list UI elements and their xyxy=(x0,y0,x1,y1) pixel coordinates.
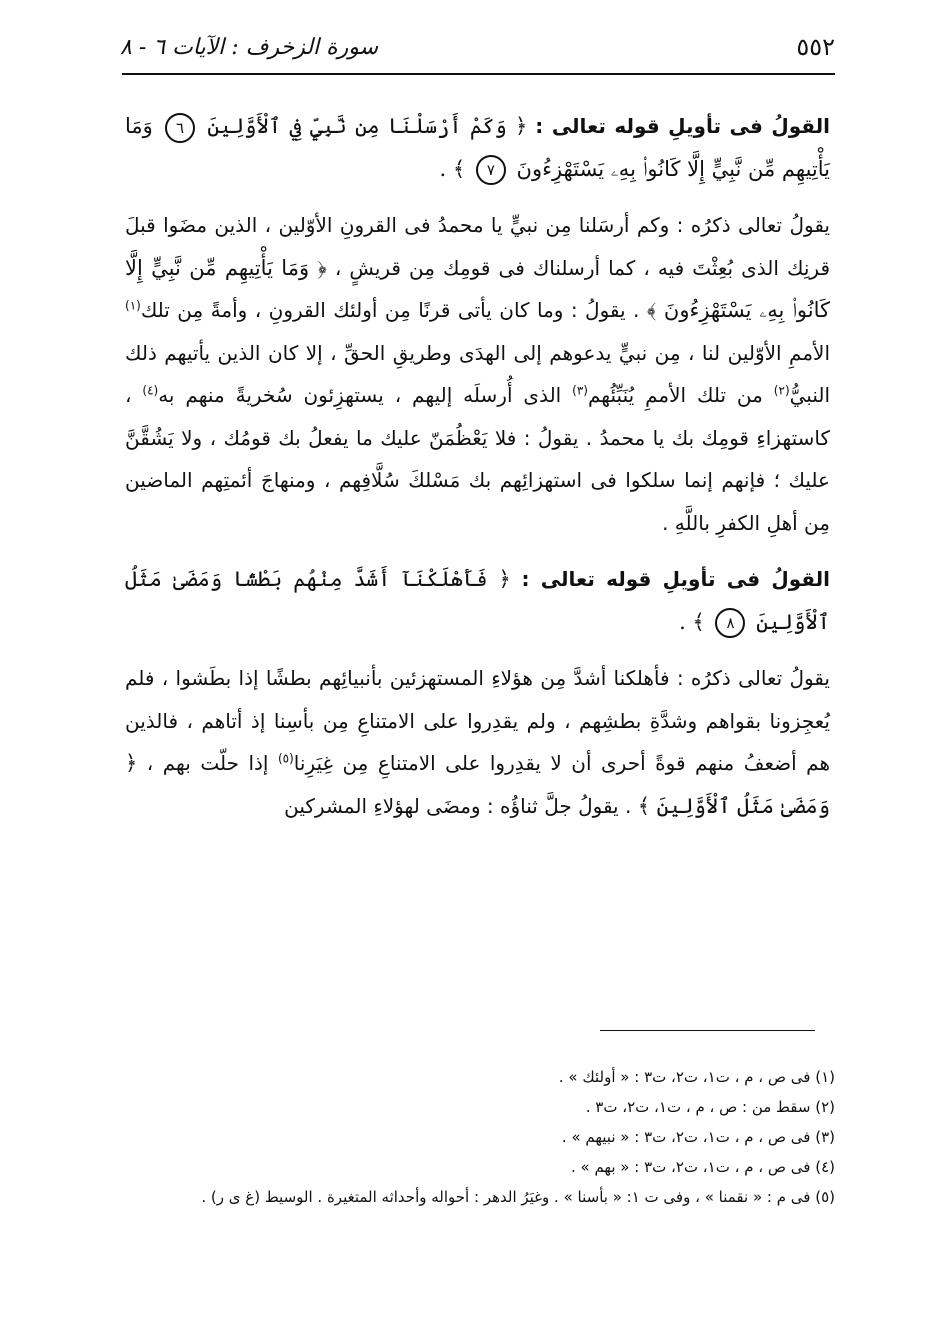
verse-text: ﴾ . xyxy=(439,156,472,181)
verse-text: ﴾ . xyxy=(679,609,712,634)
commentary-text: ، كاستهزاءِ قومِك بك يا محمدُ . يقولُ : فلا يَعْظُمَنّ عليك ما يفعلُ بك قومُك ، ولا يَشُقَّنَّ عليك ؛ فإنهم إنما سلكوا فى استهزائِهم بك مَسْلكَ سُلَّافِهم ، ومنهاجَ أئمتِهم الماضين مِن أهلِ الكفرِ باللَّهِ . xyxy=(125,383,830,535)
section-heading-verse-8 xyxy=(125,558,830,643)
commentary-text: . يقولُ جلَّ ثناؤُه : ومضَى لهؤلاءِ المشركين xyxy=(284,793,638,818)
verse-text: وَمَا يَأْتِيهِم مِّن نَّبِيٍّ إِلَّا كَانُوا۟ بِهِۦ يَسْتَهْزِءُونَ xyxy=(125,114,830,181)
verse-text: ﴿ وَكَمْ أَرْسَلْنَا مِن نَّبِيٍّ فِي ٱلْأَوَّلِينَ xyxy=(199,114,528,138)
footnotes xyxy=(120,1062,835,1212)
section-heading-label: القولُ فى تأويلِ قوله تعالى : xyxy=(535,114,831,138)
quran-quote: ﴿ وَمَضَىٰ مَثَلُ ٱلْأَوَّلِينَ ﴾ xyxy=(125,751,830,818)
page-number: ٥٥٢ xyxy=(796,33,835,61)
commentary-paragraph xyxy=(125,204,830,544)
running-title: سورة الزخرف : الآيات ٦ - ٨ xyxy=(120,34,379,60)
verse-number-marker: ٨ xyxy=(715,608,745,638)
footnote-ref[interactable]: (٢) xyxy=(773,383,790,398)
footnote-rule xyxy=(600,1030,815,1031)
commentary-text: يقولُ تعالى ذكرُه : وكم أرسَلنا مِن نبيٍّ يا محمدُ فى القرونِ الأوّلين ، الذين مضَوا قبلَ قرنِك الذى بُعِثْتَ فيه ، كما أرسلناك فى قومِك مِن قريشٍ ، xyxy=(125,213,831,280)
commentary-text: الذى أُرسلَه إليهم ، يستهزِئون سُخريةً منهم به xyxy=(158,383,573,407)
header-rule xyxy=(122,73,835,75)
footnote-ref[interactable]: (٥) xyxy=(277,751,294,766)
section-heading-verses-6-7 xyxy=(125,105,830,190)
commentary-paragraph xyxy=(125,657,830,827)
verse-text: ﴿ فَأَهْلَكْنَآ أَشَدَّ مِنْهُم بَطْشًا وَمَضَىٰ مَثَلُ ٱلْأَوَّلِينَ xyxy=(125,567,830,634)
footnote-ref[interactable]: (٤) xyxy=(142,383,159,398)
footnote-1: (١) فى ص ، م ، ت١، ت٢، ت٣ : « أولئك » . xyxy=(558,1068,835,1086)
section-heading-label: القولُ فى تأويلِ قوله تعالى : xyxy=(521,567,830,591)
verse-number-marker: ٦ xyxy=(165,113,195,143)
main-text xyxy=(125,105,830,827)
footnote-2: (٢) سقط من : ص ، م ، ت١، ت٢، ت٣ . xyxy=(585,1098,835,1116)
page-header xyxy=(120,22,835,72)
quran-quote: ﴿ وَمَا يَأْتِيهِم مِّن نَّبِيٍّ إِلَّا كَانُوا۟ بِهِۦ يَسْتَهْزِءُونَ ﴾ xyxy=(125,255,831,322)
commentary-text: الأممِ الأوّلين لنا ، مِن نبيٍّ يدعوهم إلى الهدَى وطريقِ الحقِّ ، إلا كان الذين يأتيهم ذلك النبيُّ xyxy=(125,340,831,407)
footnote-3: (٣) فى ص ، م ، ت١، ت٢، ت٣ : « نبيهم » . xyxy=(561,1128,835,1146)
footnote-4: (٤) فى ص ، م ، ت١، ت٢، ت٣ : « بهم » . xyxy=(570,1158,835,1176)
commentary-text: من تلك الأممِ يُنَبِّئُهم xyxy=(587,383,774,407)
commentary-text: . يقولُ : وما كان يأتى قرنًا مِن أولئك القرونِ ، وأمةً مِن تلك xyxy=(140,298,647,322)
commentary-text: يقولُ تعالى ذكرُه : فأهلكنا أشدَّ مِن هؤلاءِ المستهزئين بأنبيائِهم بطشًا إذا بطَشوا ، فلم يُعجِزونا بقواهم وشدَّةِ بطشِهم ، ولم يقدِروا على الامتناعِ مِن بأسِنا إذ أتاهم ، فالذين هم أضعفُ منهم قوةً أحرى أن لا يقدِروا على الامتناعِ مِن غِيَرِنا xyxy=(125,666,830,775)
verse-number-marker: ٧ xyxy=(476,155,506,185)
footnote-ref[interactable]: (٣) xyxy=(572,383,588,398)
footnote-5: (٥) فى م : « نقمنا » ، وفى ت ١: « بأسنا » . وغيَرُ الدهر : أحواله وأحداثه المتغيرة . الوسيط (غ ى ر) . xyxy=(201,1188,835,1206)
footnote-ref[interactable]: (١) xyxy=(125,298,141,313)
commentary-text: إذا حلّت بهم ، xyxy=(137,751,278,775)
